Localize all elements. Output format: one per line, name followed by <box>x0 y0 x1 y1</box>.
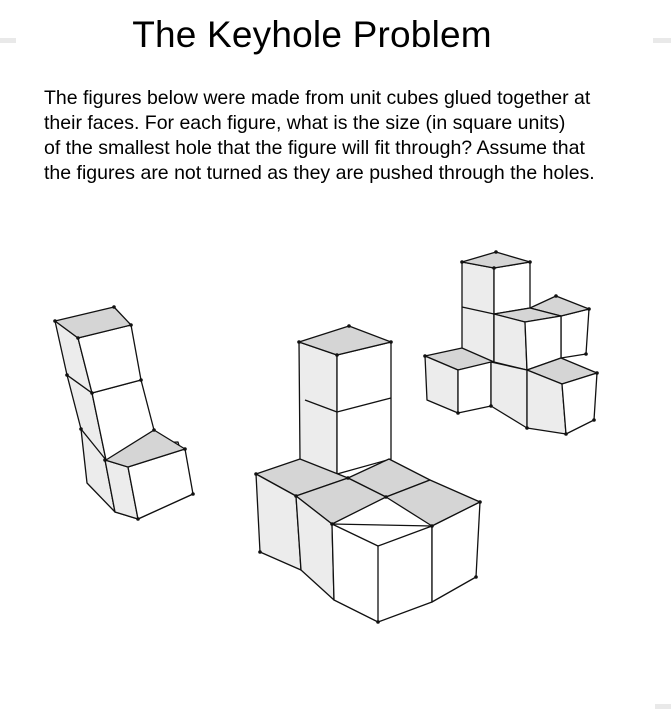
problem-line: their faces. For each figure, what is the size (in square units) <box>44 112 566 134</box>
page-title: The Keyhole Problem <box>132 14 492 55</box>
figure-3-stepped-cubes <box>423 250 599 436</box>
problem-line: The figures below were made from unit cubes glued together at <box>44 87 591 109</box>
figure-1-tilted-column <box>53 305 195 521</box>
problem-line: of the smallest hole that the figure will fit through? Assume that <box>44 137 585 159</box>
problem-line: the figures are not turned as they are pushed through the holes. <box>44 162 595 184</box>
